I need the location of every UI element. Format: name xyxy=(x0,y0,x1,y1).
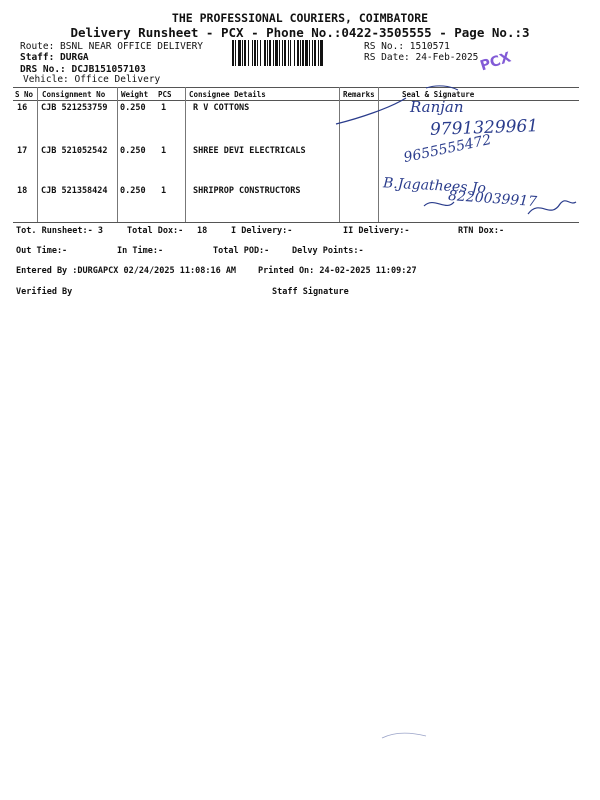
total-pod: Total POD:- xyxy=(213,246,270,256)
printed-on: Printed On: 24-02-2025 11:09:27 xyxy=(258,266,417,276)
stray-pen-mark xyxy=(380,730,430,742)
drs-number: DRS No.: DCJB151057103 xyxy=(20,64,146,75)
row-consignment-no: CJB 521358424 xyxy=(41,186,108,196)
delvy-points: Delvy Points:- xyxy=(292,246,364,256)
handwritten-phone-row16: 9791329961 xyxy=(429,116,539,140)
rs-number: RS No.: 1510571 xyxy=(364,41,450,52)
vehicle-text: Vehicle: Office Delivery xyxy=(23,74,161,85)
col-header-consignment: Consignment No xyxy=(42,90,106,99)
signature-scribble xyxy=(420,192,580,222)
rs-date: RS Date: 24-Feb-2025 xyxy=(364,52,479,63)
row-pcs: 1 xyxy=(161,146,167,156)
col-header-sno: S No xyxy=(15,90,34,99)
col-header-weight: Weight xyxy=(121,90,149,99)
out-time: Out Time:- xyxy=(16,246,68,256)
col-header-seal-signature: Seal & Signature xyxy=(402,90,475,99)
entered-by: Entered By :DURGAPCX 02/24/2025 11:08:16 AM xyxy=(16,266,237,276)
company-title: THE PROFESSIONAL COURIERS, COIMBATORE xyxy=(171,11,429,25)
in-time: In Time:- xyxy=(117,246,164,256)
row-sno: 17 xyxy=(17,146,28,156)
route-text: Route: BSNL NEAR OFFICE DELIVERY xyxy=(20,41,204,52)
handwritten-name-row18: B.Jagathees Jo xyxy=(382,175,487,197)
col-divider xyxy=(117,87,118,222)
table-top-rule xyxy=(13,87,579,88)
handwritten-phone-row17: 9655555472 xyxy=(402,131,493,167)
tot-runsheet: Tot. Runsheet:- 3 xyxy=(16,226,103,236)
row-weight: 0.250 xyxy=(120,186,146,196)
col-header-remarks: Remarks xyxy=(343,90,375,99)
total-dox-value: 18 xyxy=(197,226,208,236)
row-weight: 0.250 xyxy=(120,146,146,156)
i-delivery: I Delivery:- xyxy=(231,226,293,236)
runsheet-subtitle: Delivery Runsheet - PCX - Phone No.:0422-3505555 - Page No.:3 xyxy=(70,25,530,40)
verified-by: Verified By xyxy=(16,287,73,297)
col-divider xyxy=(185,87,186,222)
row-consignee: R V COTTONS xyxy=(193,103,250,113)
col-header-pcs: PCS xyxy=(158,90,172,99)
table-header-rule xyxy=(13,100,579,101)
row-consignee: SHRIPROP CONSTRUCTORS xyxy=(193,186,301,196)
row-consignee: SHREE DEVI ELECTRICALS xyxy=(193,146,306,156)
row-pcs: 1 xyxy=(161,103,167,113)
row-weight: 0.250 xyxy=(120,103,146,113)
pcx-stamp: PCX xyxy=(478,49,514,75)
row-sno: 16 xyxy=(17,103,28,113)
barcode xyxy=(232,40,356,66)
row-consignment-no: CJB 521052542 xyxy=(41,146,108,156)
handwritten-name-row16: Ranjan xyxy=(410,98,464,116)
row-consignment-no: CJB 521253759 xyxy=(41,103,108,113)
row-pcs: 1 xyxy=(161,186,167,196)
ii-delivery: II Delivery:- xyxy=(343,226,410,236)
total-dox-label: Total Dox:- xyxy=(127,226,184,236)
handwritten-phone-row18: 8220039917 xyxy=(447,187,538,211)
table-bottom-rule xyxy=(13,222,579,223)
row-sno: 18 xyxy=(17,186,28,196)
col-divider xyxy=(37,87,38,222)
staff-signature: Staff Signature xyxy=(272,287,349,297)
rtn-dox: RTN Dox:- xyxy=(458,226,505,236)
staff-text: Staff: DURGA xyxy=(20,52,89,63)
col-header-consignee: Consignee Details xyxy=(189,90,266,99)
